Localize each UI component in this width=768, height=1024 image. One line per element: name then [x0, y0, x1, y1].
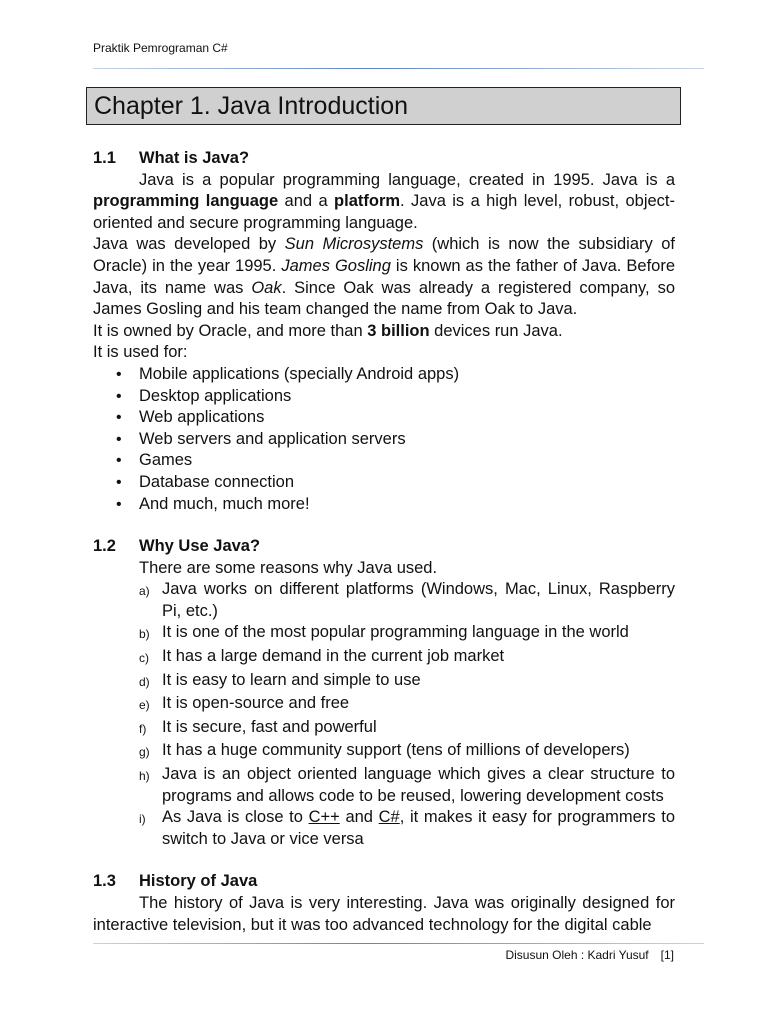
footer-author: Disusun Oleh : Kadri Yusuf: [505, 948, 649, 962]
paragraph: It is owned by Oracle, and more than 3 billion devices run Java.: [93, 321, 563, 340]
section-heading: [93, 536, 675, 558]
list-item: b) It is one of the most popular programming language in the world: [139, 623, 629, 642]
list-item: a) Java works on different platforms (Windows, Mac, Linux, Raspberry Pi, etc.): [139, 580, 675, 620]
section-heading: [93, 871, 675, 893]
section-title: What is Java?: [139, 149, 250, 167]
document-body: [93, 148, 675, 936]
paragraph: The history of Java is very interesting. Java was originally designed for interactive television, but it was too advanced technology for the digital cable: [93, 894, 675, 934]
header-rule: [93, 68, 704, 69]
section-number: 1.1: [93, 149, 116, 167]
list-item: • Mobile applications (specially Android apps): [93, 364, 675, 386]
section-number: 1.2: [93, 537, 116, 556]
list-item: • Database connection: [93, 472, 675, 494]
page-footer: [505, 948, 674, 962]
section-number: 1.3: [93, 872, 116, 891]
page-header: Praktik Pemrograman C#: [93, 41, 228, 55]
list-item: h) Java is an object oriented language which gives a clear structure to programs and allows code to be reused, lowering development costs: [139, 765, 675, 805]
list-item: c) It has a large demand in the current job market: [139, 647, 505, 666]
section-title: History of Java: [139, 872, 258, 891]
paragraph: There are some reasons why Java used.: [139, 558, 438, 577]
list-item: • Web servers and application servers: [93, 429, 675, 451]
list-item: f) It is secure, fast and powerful: [139, 717, 377, 736]
uses-list: [93, 364, 675, 515]
reasons-list: [93, 579, 675, 850]
section-title: Why Use Java?: [139, 537, 261, 556]
chapter-title: Chapter 1. Java Introduction: [86, 87, 681, 125]
cpp-link[interactable]: C++: [308, 808, 340, 827]
list-item: g) It has a huge community support (tens of millions of developers): [139, 741, 630, 760]
list-item: • Desktop applications: [93, 386, 675, 408]
list-item: • Games: [93, 450, 675, 472]
paragraph: It is used for:: [93, 343, 188, 362]
list-item: e) It is open-source and free: [139, 694, 350, 713]
paragraph: Java was developed by Sun Microsystems (which is now the subsidiary of Oracle) in the year 1995. James Gosling is known as the father of Java. Before Java, its name was Oak. Since Oak was already a registered company, so James Gosling and his team changed the name from Oak to Java.: [93, 235, 675, 319]
csharp-link[interactable]: C#: [378, 808, 400, 827]
section-heading: [93, 148, 675, 170]
footer-rule: [93, 943, 704, 944]
page-number: [1]: [660, 948, 674, 962]
list-item: d) It is easy to learn and simple to use: [139, 670, 421, 689]
list-item: • And much, much more!: [93, 494, 675, 516]
paragraph: Java is a popular programming language, created in 1995. Java is a programming language and a platform. Java is a high level, robust, object-oriented and secure programming language.: [93, 170, 675, 232]
list-item: i) As Java is close to C++ and C#, it makes it easy for programmers to switch to Java or vice versa: [139, 808, 675, 848]
list-item: • Web applications: [93, 407, 675, 429]
